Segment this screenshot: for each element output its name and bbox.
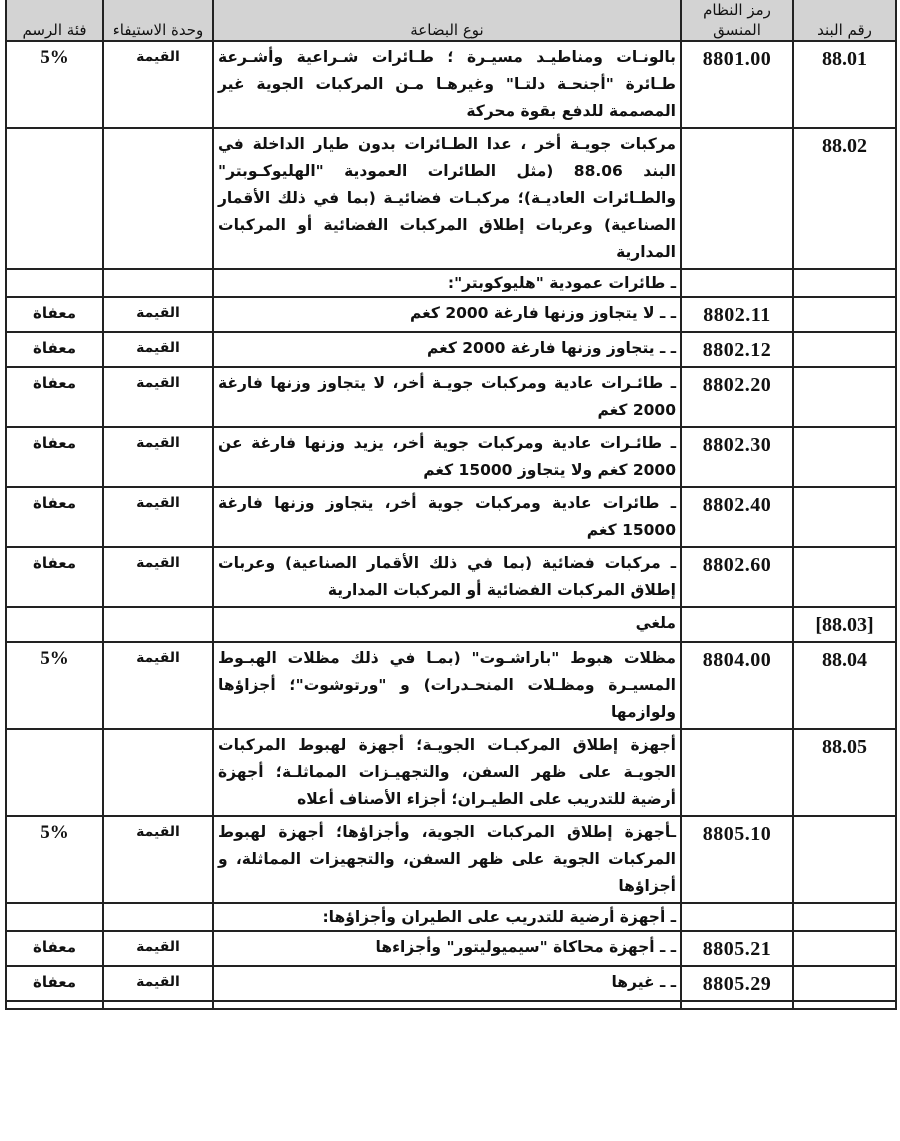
heading-cell	[793, 816, 896, 903]
hs-code-cell: 8802.12	[681, 332, 793, 367]
table-row	[6, 607, 896, 642]
heading-cell	[793, 332, 896, 367]
hs-code-cell: 8805.29	[681, 966, 793, 1001]
table-row	[6, 41, 896, 128]
description-cell: ـ ـ غيرها	[213, 966, 681, 1001]
unit-cell	[103, 607, 213, 642]
heading-cell	[793, 931, 896, 966]
table-row	[6, 642, 896, 729]
rate-cell	[6, 1001, 103, 1009]
table-row	[6, 903, 896, 931]
unit-cell: القيمة	[103, 41, 213, 128]
rate-cell: معفاة	[6, 966, 103, 1001]
unit-cell: القيمة	[103, 642, 213, 729]
heading-cell: [88.03]	[793, 607, 896, 642]
description-cell: مركبات جويـة أخر ، عدا الطـائرات بدون طيار الداخلة في البند 88.06 (مثل الطائرات العمودية "الهليوكـوبتر" والطـائرات العاديـة)؛ مركبـات فضائيـة (بما في ذلك الأقمار الصناعية) وعربات إطلاق المركبات الفضائية أو المركبات المدارية	[213, 128, 681, 269]
table-row	[6, 966, 896, 1001]
description-cell: ـ طائـرات عادية ومركبات جويـة أخر، لا يتجاوز وزنها فارغة 2000 كغم	[213, 367, 681, 427]
table-row	[6, 487, 896, 547]
description-cell: بالونـات ومناطيـد مسيـرة ؛ طـائرات شـراعية وأشـرعة طـائرة "أجنحـة دلتـا" وغيرهـا مـن المركبات الجوية غير المصممة للدفع بقوة محركة	[213, 41, 681, 128]
rate-cell: معفاة	[6, 427, 103, 487]
heading-cell: 88.02	[793, 128, 896, 269]
heading-cell	[793, 487, 896, 547]
hs-code-cell	[681, 607, 793, 642]
hs-code-cell	[681, 128, 793, 269]
unit-cell: القيمة	[103, 966, 213, 1001]
rate-cell	[6, 607, 103, 642]
heading-cell: 88.04	[793, 642, 896, 729]
rate-cell	[6, 729, 103, 816]
unit-cell: القيمة	[103, 367, 213, 427]
unit-column-header: وحدة الاستيفاء	[103, 0, 213, 41]
heading-column-header: رقم البند	[793, 0, 896, 41]
table-header-row	[6, 0, 896, 41]
rate-cell: معفاة	[6, 297, 103, 332]
unit-cell	[103, 1001, 213, 1009]
table-row	[6, 427, 896, 487]
heading-cell: 88.05	[793, 729, 896, 816]
unit-cell	[103, 269, 213, 297]
table-row	[6, 332, 896, 367]
heading-cell	[793, 903, 896, 931]
table-row	[6, 547, 896, 607]
unit-cell: القيمة	[103, 487, 213, 547]
unit-cell	[103, 128, 213, 269]
description-cell: أجهزة إطلاق المركبـات الجويـة؛ أجهزة لهبوط المركبات الجويـة على ظهر السفن، والتجهيـزات المماثلـة؛ أجهزة أرضية للتدريب على الطيـران؛ أجزاء الأصناف أعلاه	[213, 729, 681, 816]
description-cell: ـ طائرات عمودية "هليوكوبتر":	[213, 269, 681, 297]
heading-cell	[793, 269, 896, 297]
rate-cell	[6, 269, 103, 297]
table-row	[6, 297, 896, 332]
rate-cell	[6, 128, 103, 269]
unit-cell	[103, 903, 213, 931]
table-body	[6, 41, 896, 1009]
description-cell: ملغي	[213, 607, 681, 642]
table-row	[6, 1001, 896, 1009]
hs-code-cell: 8802.30	[681, 427, 793, 487]
table-row	[6, 931, 896, 966]
description-cell: ـ ـ يتجاوز وزنها فارغة 2000 كغم	[213, 332, 681, 367]
rate-cell: معفاة	[6, 332, 103, 367]
unit-cell: القيمة	[103, 547, 213, 607]
table-row	[6, 128, 896, 269]
hs-code-cell: 8802.60	[681, 547, 793, 607]
hs-code-cell	[681, 903, 793, 931]
description-cell: ـ ـ لا يتجاوز وزنها فارغة 2000 كغم	[213, 297, 681, 332]
heading-cell: 88.01	[793, 41, 896, 128]
table-row	[6, 816, 896, 903]
rate-cell: معفاة	[6, 487, 103, 547]
hs-code-cell: 8802.20	[681, 367, 793, 427]
unit-cell	[103, 729, 213, 816]
code-column-header: رمز النظام المنسق	[681, 0, 793, 41]
rate-cell: 5%	[6, 41, 103, 128]
rate-cell: معفاة	[6, 547, 103, 607]
unit-cell: القيمة	[103, 427, 213, 487]
hs-code-cell: 8805.21	[681, 931, 793, 966]
rate-cell: 5%	[6, 642, 103, 729]
description-cell: ـ مركبات فضائية (بما في ذلك الأقمار الصناعية) وعربات إطلاق المركبات الفضائية أو المركبات المدارية	[213, 547, 681, 607]
description-cell: ـ أجهزة أرضية للتدريب على الطيران وأجزاؤها:	[213, 903, 681, 931]
rate-cell: معفاة	[6, 367, 103, 427]
description-cell: ـأجهزة إطلاق المركبات الجوية، وأجزاؤها؛ أجهزة لهبوط المركبات الجوية على ظهر السفن، والتجهيزات المماثلة، و أجزاؤها	[213, 816, 681, 903]
table-row	[6, 269, 896, 297]
unit-cell: القيمة	[103, 297, 213, 332]
heading-cell	[793, 367, 896, 427]
heading-cell	[793, 1001, 896, 1009]
table-row	[6, 729, 896, 816]
description-cell	[213, 1001, 681, 1009]
rate-column-header: فئة الرسم	[6, 0, 103, 41]
description-cell: ـ طائـرات عادية ومركبات جوية أخر، يزيد وزنها فارغة عن 2000 كغم ولا يتجاوز 15000 كغم	[213, 427, 681, 487]
heading-cell	[793, 297, 896, 332]
hs-code-cell	[681, 269, 793, 297]
rate-cell	[6, 903, 103, 931]
hs-code-cell	[681, 729, 793, 816]
description-column-header: نوع البضاعة	[213, 0, 681, 41]
heading-cell	[793, 966, 896, 1001]
hs-code-cell	[681, 1001, 793, 1009]
table-row	[6, 367, 896, 427]
unit-cell: القيمة	[103, 816, 213, 903]
unit-cell: القيمة	[103, 332, 213, 367]
hs-code-cell: 8805.10	[681, 816, 793, 903]
description-cell: مظلات هبوط "باراشـوت" (بمـا في ذلك مظلات الهبـوط المسيـرة ومظـلات المنحـدرات) و "ورتوشوت"؛ أجزاؤها ولوازمها	[213, 642, 681, 729]
hs-code-cell: 8802.40	[681, 487, 793, 547]
hs-code-cell: 8802.11	[681, 297, 793, 332]
heading-cell	[793, 547, 896, 607]
description-cell: ـ طائرات عادية ومركبات جوية أخر، يتجاوز وزنها فارغة 15000 كغم	[213, 487, 681, 547]
rate-cell: معفاة	[6, 931, 103, 966]
tariff-table	[5, 0, 897, 1010]
hs-code-cell: 8801.00	[681, 41, 793, 128]
description-cell: ـ ـ أجهزة محاكاة "سيميوليتور" وأجزاءها	[213, 931, 681, 966]
heading-cell	[793, 427, 896, 487]
unit-cell: القيمة	[103, 931, 213, 966]
rate-cell: 5%	[6, 816, 103, 903]
hs-code-cell: 8804.00	[681, 642, 793, 729]
